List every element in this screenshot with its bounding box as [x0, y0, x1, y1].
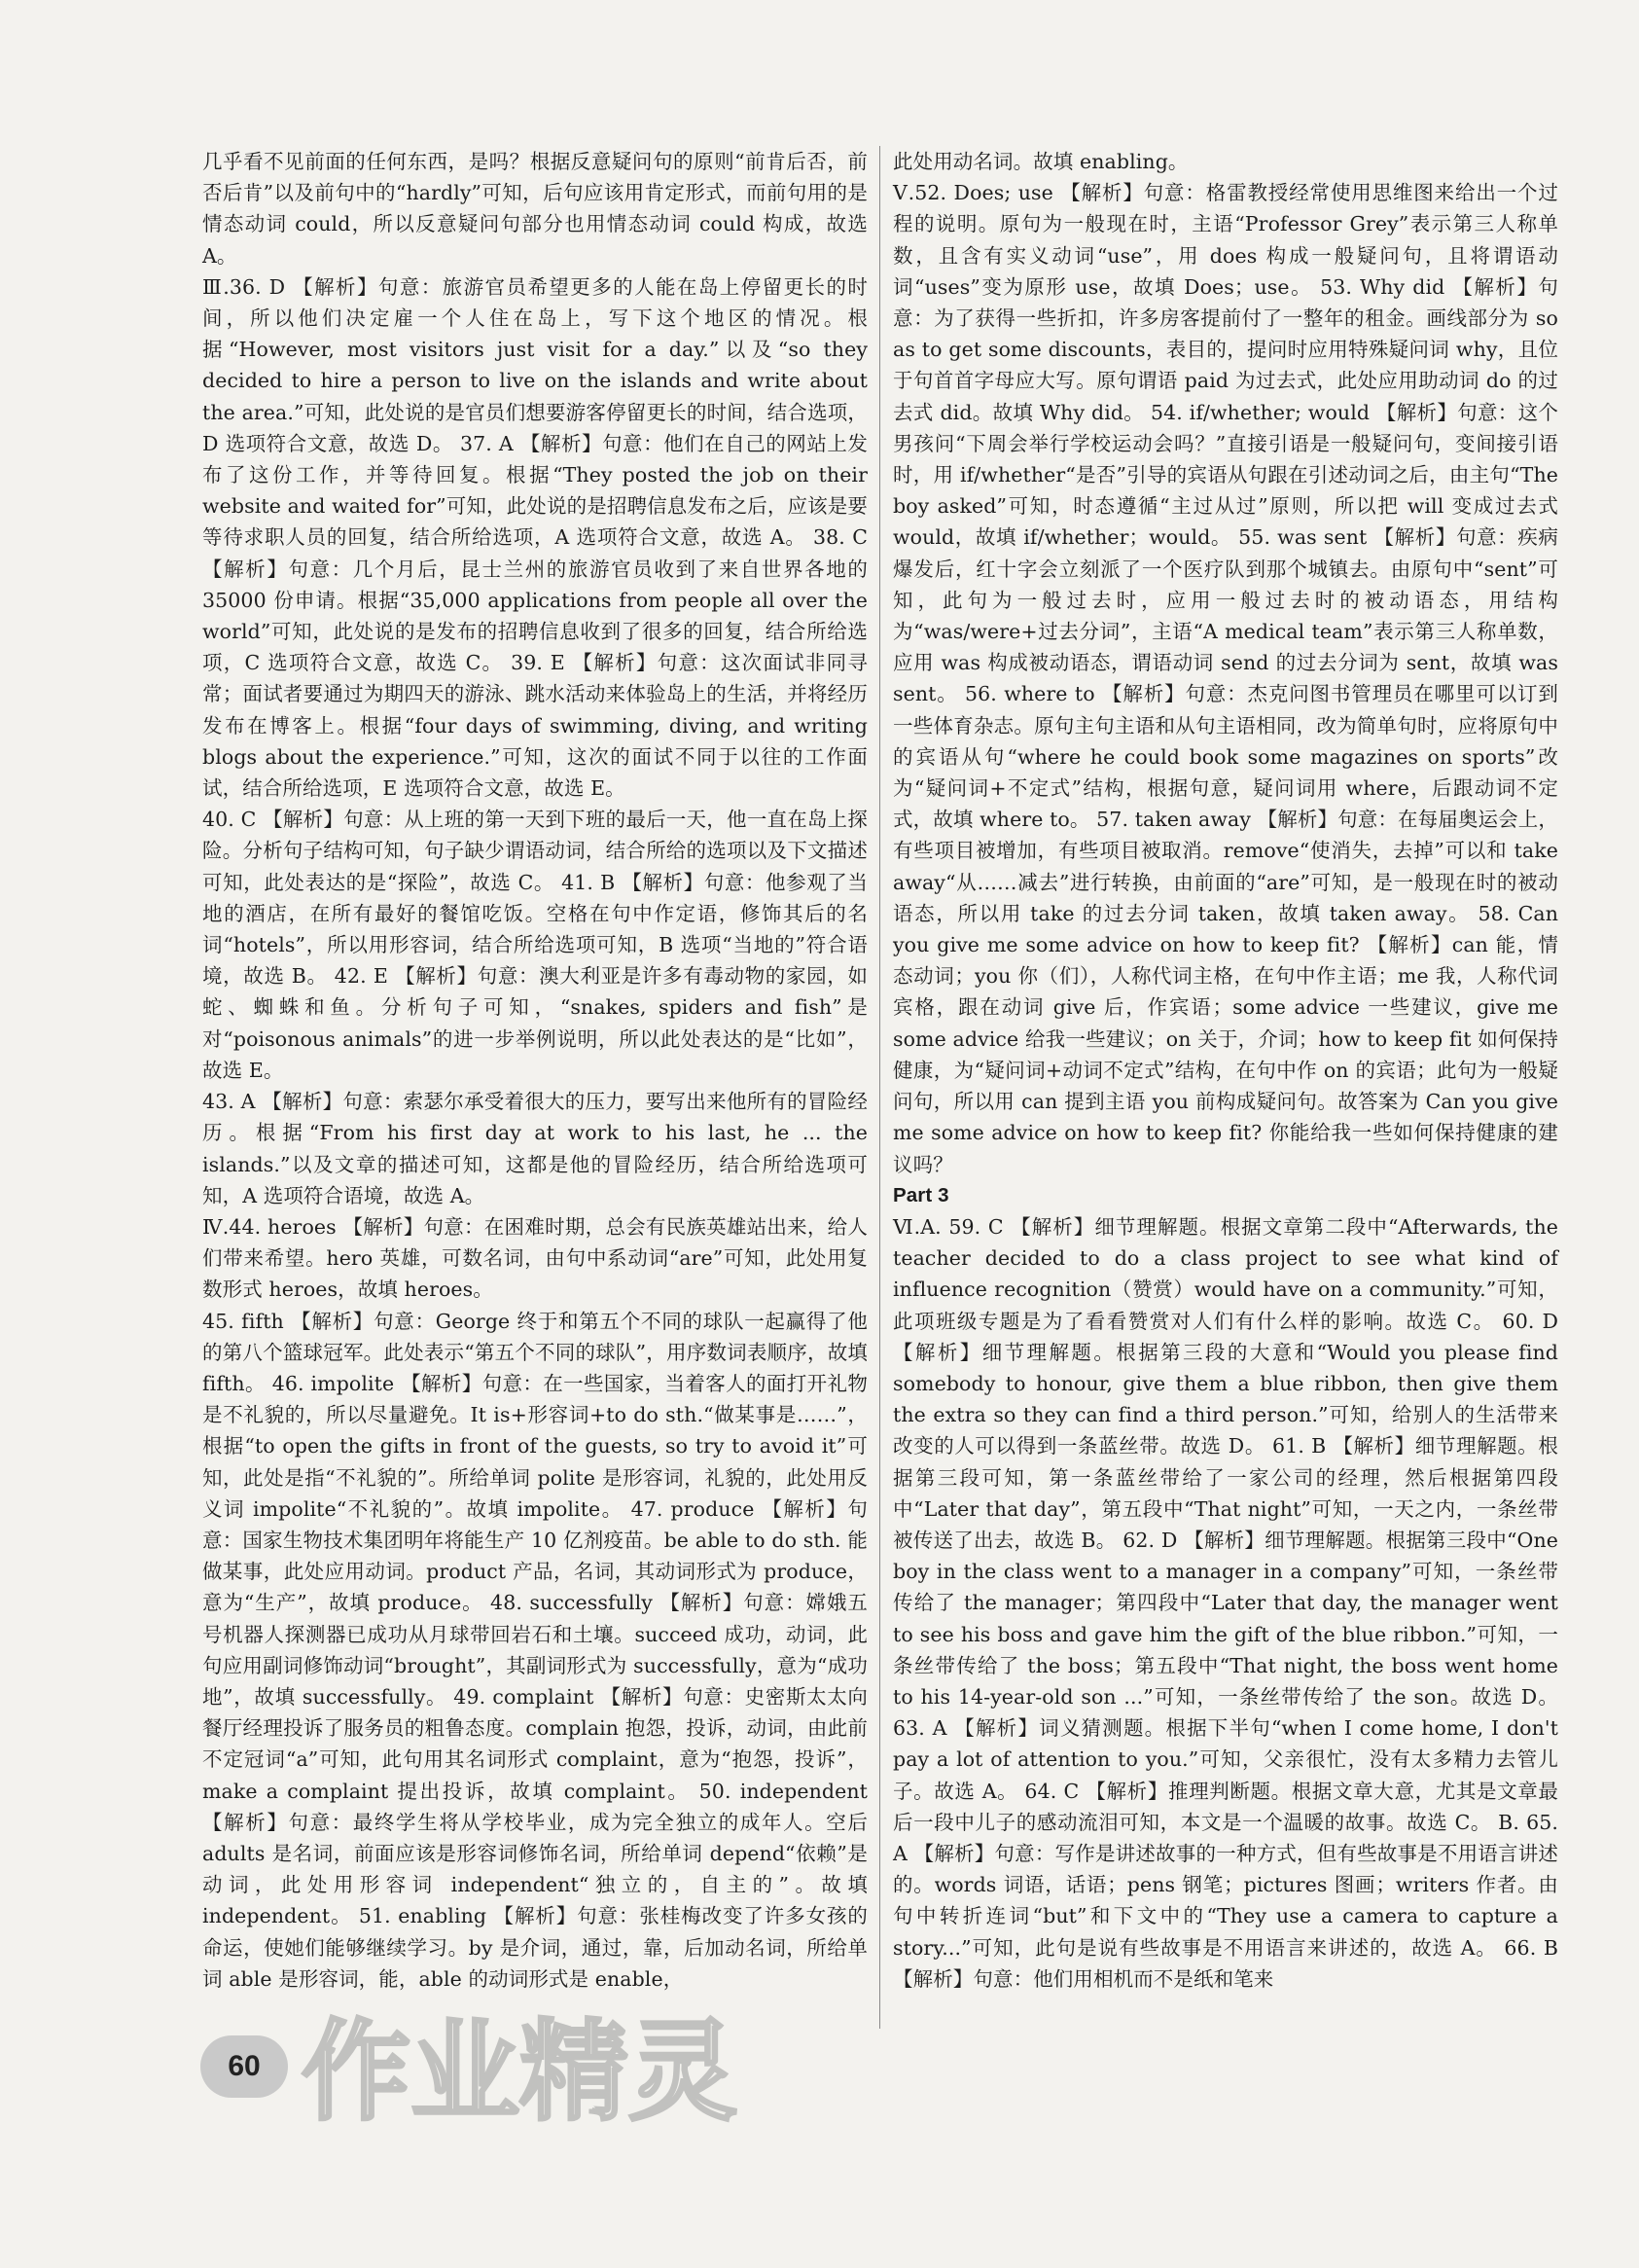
right-column	[893, 146, 1558, 1995]
paragraph-left-5: 45. fifth 【解析】句意：George 终于和第五个不同的球队一起赢得了他的第八个篮球冠军。此处表示“第五个不同的球队”，用序数词表顺序，故填 fifth。 46. impolite 【解析】句意：在一些国家，当着客人的面打开礼物是不礼貌的，所以尽量避免。It is+形容词+to do sth.“做某事是……”，根据“to open the gifts in front of the guests, so try to avoid it”可知，此处是指“不礼貌的”。所给单词 polite 是形容词，礼貌的，此处用反义词 impolite“不礼貌的”。故填 impolite。 47. produce 【解析】句意：国家生物技术集团明年将能生产 10 亿剂疫苗。be able to do sth. 能做某事，此处应用动词。product 产品，名词，其动词形式为 produce，意为“生产”，故填 produce。 48. successfully 【解析】句意：嫦娥五号机器人探测器已成功从月球带回岩石和土壤。succeed 成功，动词，此句应用副词修饰动词“brought”，其副词形式为 successfully，意为“成功地”，故填 successfully。 49. complaint 【解析】句意：史密斯太太向餐厅经理投诉了服务员的粗鲁态度。complain 抱怨，投诉，动词，由此前不定冠词“a”可知，此句用其名词形式 complaint，意为“抱怨，投诉”，make a complaint 提出投诉，故填 complaint。 50. independent 【解析】句意：最终学生将从学校毕业，成为完全独立的成年人。空后 adults 是名词，前面应该是形容词修饰名词，所给单词 depend“依赖”是动词，此处用形容词 independent“独立的，自主的”。故填 independent。 51. enabling 【解析】句意：张桂梅改变了许多女孩的命运，使她们能够继续学习。by 是介词，通过，靠，后加动名词，所给单词 able 是形容词，能，able 的动词形式是 enable，	[202, 1309, 868, 1991]
paragraph-left-1: Ⅲ.36. D 【解析】句意：旅游官员希望更多的人能在岛上停留更长的时间，所以他们决定雇一个人住在岛上，写下这个地区的情况。根据“However, most visitors just visit for a day.”以及“so they decided to hire a person to live on the islands and write about the area.”可知，此处说的是官员们想要游客停留更长的时间，结合选项，D 选项符合文意，故选 D。 37. A 【解析】句意：他们在自己的网站上发布了这份工作，并等待回复。根据“They posted the job on their website and waited for”可知，此处说的是招聘信息发布之后，应该是要等待求职人员的回复，结合所给选项，A 选项符合文意，故选 A。 38. C 【解析】句意：几个月后，昆士兰州的旅游官员收到了来自世界各地的 35000 份申请。根据“35,000 applications from people all over the world”可知，此处说的是发布的招聘信息收到了很多的回复，结合所给选项，C 选项符合文意，故选 C。 39. E 【解析】句意：这次面试非同寻常；面试者要通过为期四天的游泳、跳水活动来体验岛上的生活，并将经历发布在博客上。根据“four days of swimming, diving, and writing blogs about the experience.”可知，这次的面试不同于以往的工作面试，结合所给选项，E 选项符合文意，故选 E。	[202, 274, 868, 801]
paragraph-right-1: Ⅴ.52. Does; use 【解析】句意：格雷教授经常使用思维图来给出一个过程的说明。原句为一般现在时，主语“Professor Grey”表示第三人称单数，且含有实义动词“use”，用 does 构成一般疑问句，且将谓语动词“uses”变为原形 use，故填 Does；use。 53. Why did 【解析】句意：为了获得一些折扣，许多房客提前付了一整年的租金。画线部分为 so as to get some discounts，表目的，提问时应用特殊疑问词 why，且位于句首首字母应大写。原句谓语 paid 为过去式，此处应用助动词 do 的过去式 did。故填 Why did。 54. if/whether; would 【解析】句意：这个男孩问“下周会举行学校运动会吗？”直接引语是一般疑问句，变间接引语时，用 if/whether“是否”引导的宾语从句跟在引述动词之后，由主句“The boy asked”可知，时态遵循“主过从过”原则，所以把 will 变成过去式 would，故填 if/whether；would。 55. was sent 【解析】句意：疾病爆发后，红十字会立刻派了一个医疗队到那个城镇去。由原句中“sent”可知，此句为一般过去时，应用一般过去时的被动语态，用结构为“was/were+过去分词”，主语“A medical team”表示第三人称单数，应用 was 构成被动语态，谓语动词 send 的过去分词为 sent，故填 was sent。 56. where to 【解析】句意：杰克问图书管理员在哪里可以订到一些体育杂志。原句主句主语和从句主语相同，改为简单句时，应将原句中的宾语从句“where he could book some magazines on sports”改为“疑问词+不定式”结构，根据句意，疑问词用 where，后跟动词不定式，故填 where to。 57. taken away 【解析】句意：在每届奥运会上，有些项目被增加，有些项目被取消。remove“使消失，去掉”可以和 take away“从……减去”进行转换，由前面的“are”可知，是一般现在时的被动语态，所以用 take 的过去分词 taken，故填 taken away。 58. Can you give me some advice on how to keep fit? 【解析】can 能，情态动词；you 你（们），人称代词主格，在句中作主语；me 我，人称代词宾格，跟在动词 give 后，作宾语；some advice 一些建议，give me some advice 给我一些建议；on 关于，介词；how to keep fit 如何保持健康，为“疑问词+动词不定式”结构，在句中作 on 的宾语；此句为一般疑问句，所以用 can 提到主语 you 前构成疑问句。故答案为 Can you give me some advice on how to keep fit? 你能给我一些如何保持健康的建议吗？	[893, 181, 1558, 1176]
watermark-text: 作业精灵	[302, 2009, 737, 2136]
part-heading: Part 3	[893, 1183, 949, 1206]
paragraph-left-3: 43. A 【解析】句意：索瑟尔承受着很大的压力，要写出来他所有的冒险经历。根据“From his first day at work to his last, he ... the islands.”以及文章的描述可知，这都是他的冒险经历，结合所给选项可知，A 选项符合语境，故选 A。	[202, 1090, 868, 1207]
paragraph-left-4: Ⅳ.44. heroes 【解析】句意：在困难时期，总会有民族英雄站出来，给人们带来希望。hero 英雄，可数名词，由句中系动词“are”可知，此处用复数形式 heroes，故填 heroes。	[202, 1214, 868, 1302]
watermark-logo	[292, 1995, 749, 2141]
paragraph-right-3: Ⅵ.A. 59. C 【解析】细节理解题。根据文章第二段中“Afterwards, the teacher decided to do a class project to see what kind of influence recognition（赞赏）would have on a community.”可知，此项班级专题是为了看看赞赏对人们有什么样的影响。故选 C。 60. D 【解析】细节理解题。根据第三段的大意和“Would you please find somebody to honour, give them a blue ribbon, then give them the extra so they can find a third person.”可知，给别人的生活带来改变的人可以得到一条蓝丝带。故选 D。 61. B 【解析】细节理解题。根据第三段可知，第一条蓝丝带给了一家公司的经理，然后根据第四段中“Later that day”，第五段中“That night”可知，一天之内，一条丝带被传送了出去，故选 B。 62. D 【解析】细节理解题。根据第三段中“One boy in the class went to a manager in a company”可知，一条丝带传给了 the manager；第四段中“Later that day, the manager went to see his boss and gave him the gift of the blue ribbon.”可知，一条丝带传给了 the boss；第五段中“That night, the boss went home to his 14-year-old son ...”可知，一条丝带传给了 the son。故选 D。 63. A 【解析】词义猜测题。根据下半句“when I come home, I don't pay a lot of attention to you.”可知，父亲很忙，没有太多精力去管儿子。故选 A。 64. C 【解析】推理判断题。根据文章大意，尤其是文章最后一段中儿子的感动流泪可知，本文是一个温暖的故事。故选 C。 B. 65. A 【解析】句意：写作是讲述故事的一种方式，但有些故事是不用语言讲述的。words 词语，话语；pens 钢笔；pictures 图画；writers 作者。由句中转折连词“but”和下文中的“They use a camera to capture a story...”可知，此句是说有些故事是不用语言来讲述的，故选 A。 66. B 【解析】句意：他们用相机而不是纸和笔来	[893, 1214, 1558, 1991]
page-number-badge	[200, 2035, 288, 2098]
paragraph-right-0: 此处用动名词。故填 enabling。	[893, 150, 1189, 173]
paragraph-left-2: 40. C 【解析】句意：从上班的第一天到下班的最后一天，他一直在岛上探险。分析句子结构可知，句子缺少谓语动词，结合所给的选项以及下文描述可知，此处表达的是“探险”，故选 C。 41. B 【解析】句意：他参观了当地的酒店，在所有最好的餐馆吃饭。空格在句中作定语，修饰其后的名词“hotels”，所以用形容词，结合所给选项可知，B 选项“当地的”符合语境，故选 B。 42. E 【解析】句意：澳大利亚是许多有毒动物的家园，如蛇、蜘蛛和鱼。分析句子可知，“snakes, spiders and fish”是对“poisonous animals”的进一步举例说明，所以此处表达的是“比如”，故选 E。	[202, 808, 868, 1082]
column-divider	[879, 146, 880, 2029]
paragraph-left-0: 几乎看不见前面的任何东西，是吗？根据反意疑问句的原则“前肯后否，前否后肯”以及前句中的“hardly”可知，后句应该用肯定形式，而前句用的是情态动词 could，所以反意疑问句部分也用情态动词 could 构成，故选 A。	[202, 150, 868, 268]
page-number: 60	[228, 2050, 261, 2082]
left-column	[202, 146, 868, 1995]
